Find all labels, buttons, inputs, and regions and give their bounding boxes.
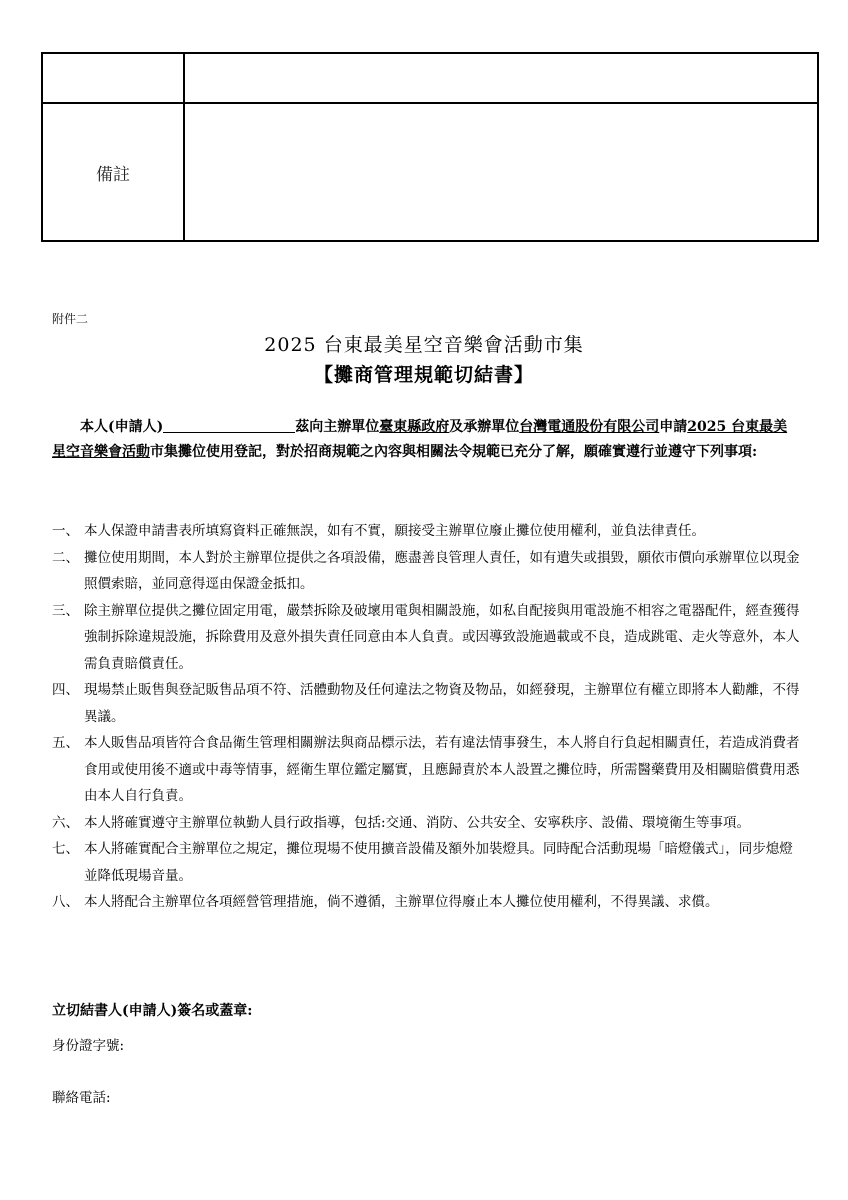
- item-text: 現場禁止販售與登記販售品項不符、活體動物及任何違法之物資及物品，如經發現，主辦單位有權立即將本人勸離，不得異議。: [84, 682, 800, 725]
- item-number: 八、: [52, 894, 79, 910]
- phone-label: 聯絡電話:: [52, 1090, 111, 1106]
- list-item: [52, 677, 800, 730]
- item-number: 六、: [52, 814, 79, 831]
- item-text: 本人將配合主辦單位各項經營管理措施，倘不遵循，主辦單位得廢止本人攤位使用權利，不得異議、求償。: [84, 894, 719, 910]
- event-name: 2025 台東最美星空音樂會活動: [52, 419, 788, 460]
- item-text: 本人販售品項皆符合食品衛生管理相關辦法與商品標示法，若有違法情事發生，本人將自行負起相關責任，若造成消費者食用或使用後不適或中毒等情事，經衛生單位鑑定屬實，且應歸責於本人設置之攤位時，所需醫藥費用及相關賠償費用悉由本人自行負責。: [84, 735, 800, 804]
- remarks-table: [41, 52, 819, 242]
- organizer-name: 臺東縣政府: [379, 419, 450, 435]
- document-title: 2025 台東最美星空音樂會活動市集: [264, 334, 584, 356]
- list-item: [52, 836, 800, 889]
- list-item: [52, 810, 800, 837]
- signature-label: 立切結書人(申請人)簽名或蓋章:: [52, 1003, 253, 1019]
- item-number: 一、: [52, 523, 79, 539]
- item-number: 二、: [52, 549, 79, 566]
- intro-paragraph: [52, 415, 800, 465]
- id-number-label: 身份證字號:: [52, 1038, 125, 1054]
- intro-text-3: 及承辦單位: [449, 419, 520, 435]
- document-subtitle: 【攤商管理規範切結書】: [313, 364, 534, 386]
- item-text: 本人將確實配合主辦單位之規定，攤位現場不使用擴音設備及額外加裝燈具。同時配合活動現場「暗燈儀式」，同步熄燈並降低現場音量。: [84, 841, 793, 884]
- intro-text-5: 市集攤位使用登記，對於招商規範之內容與相關法令規範已充分了解，願確實遵行並遵守下列事項:: [150, 444, 758, 460]
- list-item: [52, 545, 800, 598]
- list-item: [52, 889, 800, 916]
- list-item: [52, 730, 800, 810]
- intro-text-4: 申請: [659, 419, 688, 435]
- item-number: 五、: [52, 735, 79, 751]
- applicant-name-blank: [163, 418, 295, 433]
- attachment-label: 附件二: [52, 312, 89, 326]
- contractor-name: 台灣電通股份有限公司: [519, 419, 660, 435]
- list-item: [52, 598, 800, 678]
- item-text: 本人保證申請書表所填寫資料正確無誤，如有不實，願接受主辦單位廢止攤位使用權利，並負法律責任。: [84, 523, 705, 539]
- intro-applicant: 本人(申請人): [80, 419, 164, 435]
- remarks-label: 備註: [96, 164, 130, 185]
- terms-list: [52, 518, 800, 916]
- table-divider-vertical: [183, 54, 185, 240]
- item-number: 七、: [52, 841, 79, 857]
- item-number: 三、: [52, 602, 79, 619]
- item-text: 攤位使用期間，本人對於主辦單位提供之各項設備，應盡善良管理人責任，如有遺失或損毀，願依市價向承辦單位以現金照價索賠，並同意得逕由保證金抵扣。: [84, 549, 800, 592]
- item-text: 除主辦單位提供之攤位固定用電，嚴禁拆除及破壞用電與相關設施，如私自配接與用電設施不相容之電器配件，經查獲得強制拆除違規設施，拆除費用及意外損失責任同意由本人負責。或因導致設施過載或不良，造成跳電、走火等意外，本人需負責賠償責任。: [84, 602, 800, 672]
- list-item: [52, 518, 800, 545]
- item-text: 本人將確實遵守主辦單位執勤人員行政指導，包括:交通、消防、公共安全、安寧秩序、設備、環境衛生等事項。: [84, 814, 751, 831]
- intro-text-2: 茲向主辦單位: [295, 419, 380, 435]
- item-number: 四、: [52, 682, 79, 698]
